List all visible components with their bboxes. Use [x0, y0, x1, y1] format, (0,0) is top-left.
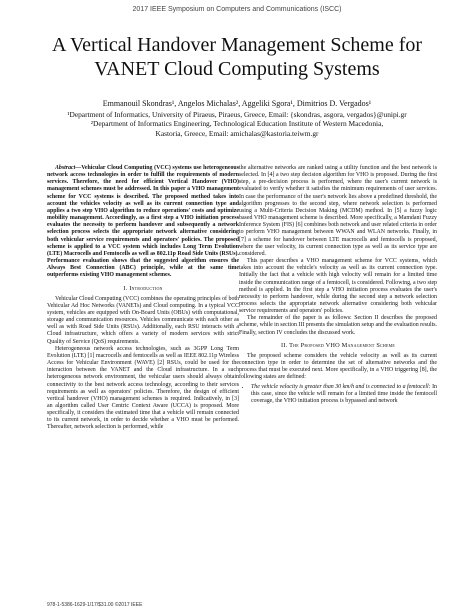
author-names: Emmanouil Skondras¹, Angelos Michalas², Aggeliki Sgora¹, Dimitrios D. Vergados¹ [102, 99, 372, 108]
conference-header: 2017 IEEE Symposium on Computers and Communications (ISCC) [132, 6, 342, 13]
section-heading-introduction [47, 285, 239, 292]
state-list [239, 384, 437, 405]
affiliation-2-line-2: Kastoria, Greece, Email: amichalas@kastoria.teiwm.gr [155, 128, 319, 138]
abstract-label: Abstract [55, 165, 76, 171]
section-title: The Proposed VHO Management Scheme [289, 341, 396, 349]
intro-paragraph-2: Heterogeneous network access technologies, such as 3GPP Long Term Evolution (LTE) [1] macrocells and femtocells as well as IEEE 802.11p Wireless Access for Vehicular Environment (WAVE) [2] RSUs, could be used for the interaction between the VANET and the Cloud infrastructure. In a such heterogeneous network environment, the vehicular users should always obtain connectivity to the best network access technology, according to their services requirements as well as operators' policies. Therefore, the design of efficient vertical handover (VHO) management schemes is required. Indicatively, in [3] an algorithm called User Centric Context Aware (UCCA) is proposed. More specifically, it considers the estimated time that a vehicle will remain connected to its current network, in order to decide whether a VHO must be performed. Thereafter, network selection is performed, while [47, 345, 239, 431]
intro-paragraph-1: Vehicular Cloud Computing (VCC) combines the operating principles of both Vehicular Ad Hoc Networks (VANETs) and Cloud computing. In a typical VCC system, vehicles are equipped with On-Board Units (OBUs) with computational, storage and communication resources. Vehicles communicate with each other as well as with Road Side Units (RSUs). Additionally, each RSU interacts with a Cloud infrastructure, which offers a variety of modern services with strict Quality of Service (QoS) requirements. [47, 295, 239, 345]
section-number: I. [123, 284, 128, 292]
abstract-text: —Vehicular Cloud Computing (VCC) systems use heterogeneous network access technologies in order to fulfill the requirements of modern services. Therefore, the need for efficient Vertical Handover (VHO) management schemes must be addressed. In this paper a VHO management scheme for VCC systems is described. The proposed method takes into account the vehicles velocity as well as its current connection type and applies a two step VHO algorithm to reduce operations' costs and optimize mobility management. Accordingly, as a first step a VHO initiation process evaluates the necessity to perform handover and subsequently a network selection process selects the appropriate network alternative considering both vehicular service requirements and operators' policies. The proposed scheme is applied to a VCC system which includes Long Term Evolution (LTE) Macrocells and Femtocells as well as 802.11p Road Side Units (RSUs). Performance evaluation shows that the suggested algorithm ensures the Always Best Connection (ABC) principle, while at the same time outperforms existing VHO management schemes. [47, 165, 239, 279]
abstract [47, 165, 239, 280]
intro-paragraph-5: The remainder of the paper is as follows: Section II describes the proposed scheme, while in section III presents the simulation setup and the evaluation results. Finally, section IV concludes the discussed work. [239, 315, 437, 336]
list-item [251, 384, 437, 405]
left-column [47, 165, 239, 432]
section-number: II. [280, 341, 288, 349]
author-block [20, 99, 454, 138]
scheme-paragraph-1: The proposed scheme considers the vehicle velocity as well as its current connection type in order to determine the set of alternative networks and the process that must be executed next. More specifically, in a VHO triggering [8], the following states are defined: [239, 352, 437, 381]
list-item-lead: The vehicle velocity is greater than 30 km/h and is connected to a femtocell: [251, 383, 431, 390]
intro-paragraph-4: This paper describes a VHO management scheme for VCC systems, which takes into account the vehicle's velocity as well as its current connection type. Initially the fact that a vehicle with high velocity will remain for a limited time inside the communication range of a femtocell, is considered. Following, a two step method is applied. In the first step a VHO initiation process evaluates the user's necessity to perform handover, while during the second step a network selection process selects the appropriate network alternative considering both vehicular service requirements and operators' policies. [239, 258, 437, 315]
right-column [239, 165, 437, 405]
section-title: Introduction [129, 284, 163, 292]
list-item-text: In this case, since the vehicle will remain for a limited time inside the femtocell coverage, the VHO initiation process is bypassed and network [251, 383, 437, 404]
paper-title: A Vertical Handover Management Scheme for VANET Cloud Computing Systems [51, 34, 423, 80]
section-heading-proposed-scheme [239, 342, 437, 349]
intro-paragraph-3: the alternative networks are ranked using a utility function and the best network is selected. In [4] a two step decision algorithm for VHO is proposed. During the first step, a pre-decision process is performed, where the user's current network is evaluated to verify whether it satisfies the minimum requirements of user services. In case the performance of the user's network lies above a predefined threshold, the algorithm progresses to the second step, where network selection is performed using a Multi-Criteria Decision Making (MCDM) method. In [5] a fuzzy logic based VHO management scheme is described. More specifically, a Mamdani Fuzzy Inference System (FIS) [6] combines both network and user related criteria in order to perform VHO management between WWAN and WLAN networks. Finally, in [7] a scheme for handover between LTE macrocells and femtocells is proposed, where the user velocity, its current connection type as well as its service type are considered. [239, 165, 437, 257]
affiliation-1: ¹Department of Informatics, University of Piraeus, Piraeus, Greece, Email: {skondras, asgora, vergados}@unipi.gr [67, 109, 407, 119]
copyright-footer: 978-1-5386-1629-1/17/$31.00 ©2017 IEEE [47, 602, 143, 608]
affiliation-2-line-1: ²Department of Informatics Engineering, Technological Education Institute of Western Macedonia, [90, 119, 384, 128]
